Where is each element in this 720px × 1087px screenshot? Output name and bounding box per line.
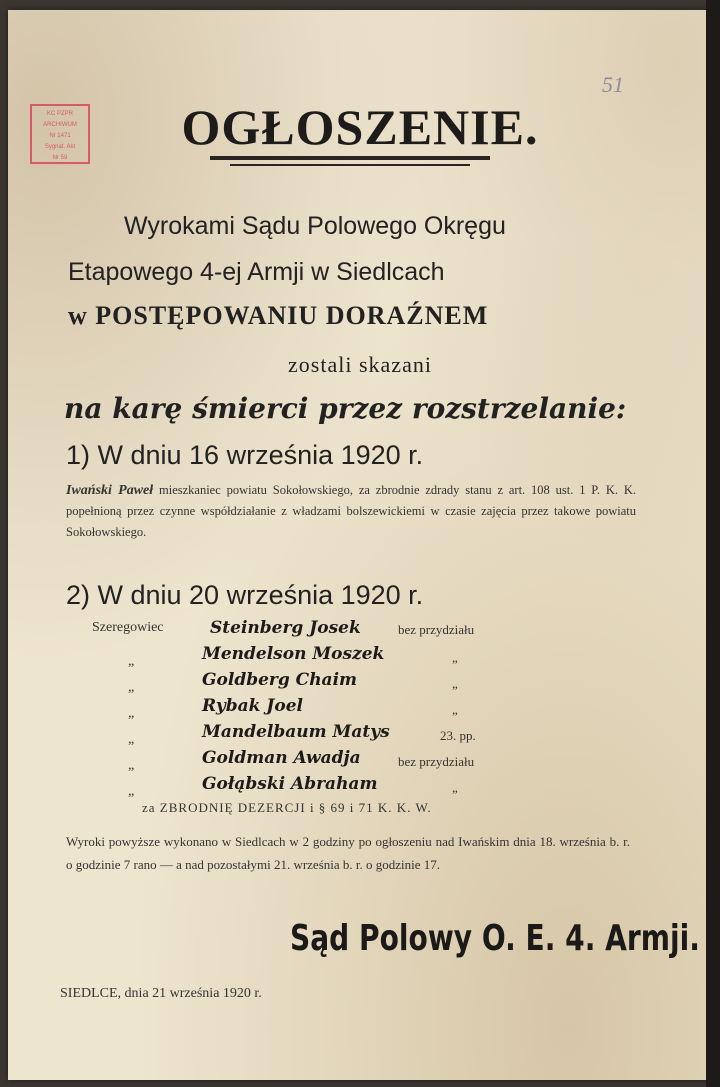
poster-title: OGŁOSZENIE. (181, 99, 539, 155)
stamp-line: KC PZPR (46, 111, 73, 117)
ditto-mark: „ (128, 654, 135, 669)
ditto-mark: „ (128, 732, 135, 747)
place-date-footer: SIEDLCE, dnia 21 września 1920 r. (60, 986, 262, 1001)
case-1-name: Iwański Paweł (66, 483, 154, 498)
ditto-mark: „ (128, 758, 135, 773)
court-signature: Sąd Polowy O. E. 4. Armji. (290, 918, 700, 959)
intro-line-2: Etapowego 4-ej Armji w Siedlcach (68, 258, 445, 286)
convicted-unit: bez przydziału (398, 622, 475, 637)
stamp-line: Nr 59 (52, 155, 68, 161)
page-edge-shadow (706, 0, 720, 1087)
convicted-unit: „ (452, 780, 458, 795)
convicted-name: Goldman Awadja (202, 748, 361, 768)
convicted-name: Mendelson Moszek (202, 644, 385, 664)
crime-line: za ZBRODNIĘ DEZERCJI i § 69 i 71 K. K. W. (142, 800, 432, 815)
convicted-unit: „ (452, 702, 458, 717)
stamp-line: ARCHIWUM (43, 122, 77, 128)
sentence-heading: na karę śmierci przez rozstrzelanie: (64, 392, 627, 425)
intro-line-3: w POSTĘPOWANIU DORAŹNEM (68, 301, 489, 330)
case-1-text: mieszkaniec powiatu Sokołowskiego, za zbrodnie zdrady stanu z art. 108 ust. 1 P. K. K. popełnioną przez czynne współdziałanie z władzami bolszewickiemi w czasie zajęcia przez takowe powiatu Sokołowskiego. (66, 483, 637, 539)
intro-line-4: zostali skazani (288, 352, 432, 377)
convicted-name: Rybak Joel (202, 696, 303, 716)
ditto-mark: „ (128, 706, 135, 721)
convicted-name: Steinberg Josek (210, 618, 361, 638)
convicted-name: Mandelbaum Matys (202, 722, 390, 742)
date-heading-1: 1) W dniu 16 września 1920 r. (66, 440, 424, 470)
ditto-mark: „ (128, 784, 135, 799)
archive-page-number: 51 (602, 72, 624, 97)
convicted-name: Gołąbski Abraham (202, 774, 378, 794)
convicted-unit: „ (452, 650, 458, 665)
date-heading-2: 2) W dniu 20 września 1920 r. (66, 580, 424, 610)
title-underline (210, 156, 490, 160)
convicted-unit: „ (452, 676, 458, 691)
stamp-line: Sygnat. Akt (44, 144, 76, 150)
execution-paragraph: Wyroki powyższe wykonano w Siedlcach w 2 godziny po ogłoszeniu nad Iwańskim dnia 18. września b. r. o godzinie 7 rano — a nad pozostałymi 21. września b. r. o godzinie 17. (66, 834, 630, 872)
convicted-unit: bez przydziału (398, 754, 475, 769)
case-1-paragraph (66, 480, 636, 543)
rank-label: Szeregowiec (92, 620, 164, 635)
intro-line-1: Wyrokami Sądu Polowego Okręgu (124, 212, 506, 240)
ditto-mark: „ (128, 680, 135, 695)
convicted-name: Goldberg Chaim (202, 670, 358, 690)
stamp-line: Nr 1471 (49, 133, 71, 139)
convicted-unit: 23. pp. (440, 728, 476, 743)
title-underline-thin (230, 164, 470, 166)
